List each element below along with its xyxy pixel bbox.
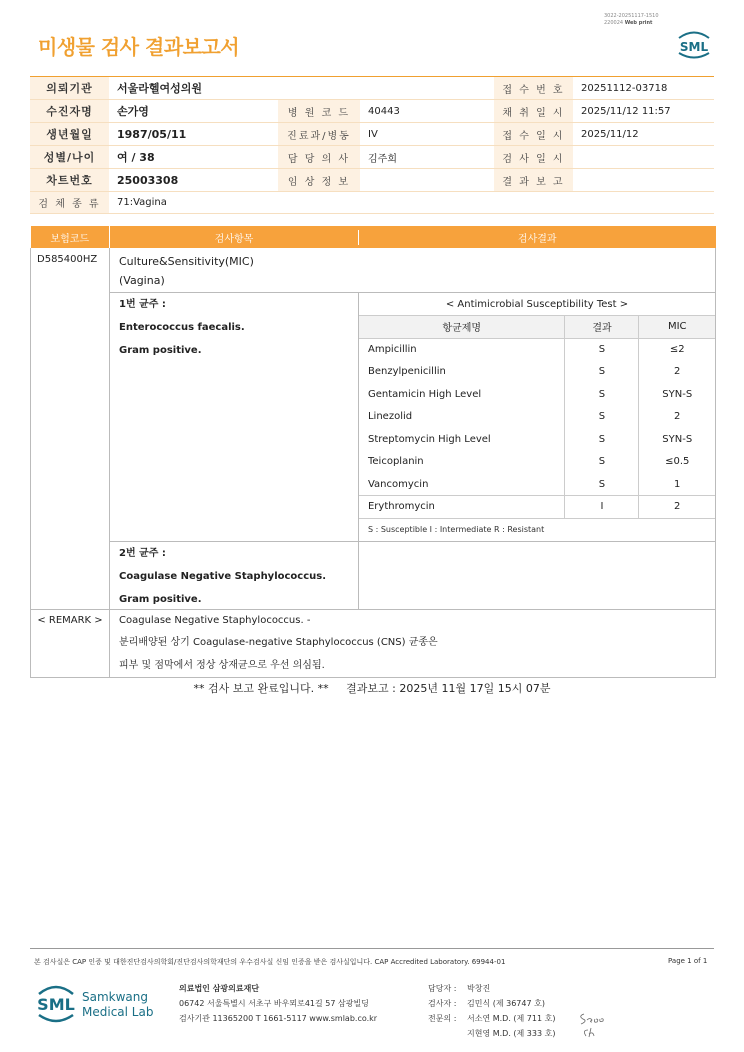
ast-result: S bbox=[565, 361, 639, 384]
info-value: 서울라헬여성의원 bbox=[109, 77, 278, 100]
footer-accreditation-note: 본 검사실은 CAP 인증 및 대한진단검사의학회/진단검사의학재단의 우수검사실 신임 인증을 받은 검사실입니다. CAP Accredited Laboratory. 69944-01 bbox=[34, 958, 506, 966]
ast-mic: ≤2 bbox=[669, 344, 685, 355]
specimen-row bbox=[30, 192, 714, 214]
ast-drug: Ampicillin bbox=[359, 338, 565, 361]
ast-mic: 2 bbox=[674, 366, 681, 378]
info-row bbox=[30, 146, 714, 169]
info-value: 2025/11/12 bbox=[573, 123, 714, 146]
ast-row bbox=[359, 496, 715, 519]
ast-row bbox=[359, 338, 715, 361]
specimen-label: 검 체 종 류 bbox=[30, 192, 109, 214]
print-code-2: 220024 bbox=[604, 20, 624, 26]
insurance-code: D585400HZ bbox=[31, 248, 110, 609]
info-label: 병 원 코 드 bbox=[278, 100, 360, 123]
info-row bbox=[30, 169, 714, 192]
ast-drug: Benzylpenicillin bbox=[359, 361, 565, 384]
completion-notice: ** 검사 보고 완료입니다. ** 결과보고 : 2025년 11월 17일 15시 07분 bbox=[193, 682, 551, 695]
ast-result: S bbox=[565, 406, 639, 429]
info-label: 차트번호 bbox=[30, 169, 109, 192]
info-row bbox=[30, 77, 714, 100]
info-value: 김주희 bbox=[360, 146, 494, 169]
samkwang-logo bbox=[36, 980, 154, 1026]
organism-1-label: 1번 균주 : bbox=[119, 299, 166, 310]
organism-1-info bbox=[110, 293, 359, 541]
info-row bbox=[30, 100, 714, 123]
print-meta bbox=[604, 13, 659, 27]
ast-head-drug: 항균제명 bbox=[359, 316, 565, 339]
info-label: 수진자명 bbox=[30, 100, 109, 123]
ast-row bbox=[359, 361, 715, 384]
organism-1-name: Enterococcus faecalis. bbox=[119, 322, 245, 333]
organism-2-name: Coagulase Negative Staphylococcus. bbox=[119, 570, 327, 582]
ast-mic: ≤0.5 bbox=[665, 456, 690, 468]
ast-drug: Streptomycin High Level bbox=[359, 428, 565, 451]
organism-1-gram: Gram positive. bbox=[119, 345, 202, 356]
test-name bbox=[110, 248, 715, 293]
remark-line-1: Coagulase Negative Staphylococcus. - bbox=[119, 614, 311, 626]
remark-line-2: 분리배양된 상기 Coagulase-negative Staphylococcus (CNS) 균종은 bbox=[119, 637, 438, 648]
staff-name: 김민식 (제 36747 호) bbox=[467, 999, 545, 1008]
ast-result: S bbox=[565, 338, 639, 361]
ast-mic: 2 bbox=[674, 411, 681, 423]
footer-staff bbox=[428, 981, 555, 1041]
result-body bbox=[110, 248, 716, 609]
ast-mic: SYN-S bbox=[662, 433, 693, 445]
info-value: 여 / 38 bbox=[109, 146, 278, 169]
ast-mic: SYN-S bbox=[662, 388, 693, 400]
info-label: 검 사 일 시 bbox=[494, 146, 573, 169]
org-contact: 검사기관 11365200 T 1661-5117 www.smlab.co.kr bbox=[179, 1014, 378, 1023]
ast-result: I bbox=[565, 496, 639, 519]
staff-name: 박창진 bbox=[467, 984, 491, 993]
samkwang-logo-mark: SML bbox=[37, 995, 75, 1014]
info-label bbox=[278, 77, 360, 100]
footer-divider bbox=[30, 948, 714, 949]
ast-row bbox=[359, 451, 715, 474]
organism-2-label: 2번 균주 : bbox=[119, 547, 166, 559]
test-specimen: (Vagina) bbox=[119, 274, 165, 287]
info-label: 의뢰기관 bbox=[30, 77, 109, 100]
info-label: 성별/나이 bbox=[30, 146, 109, 169]
print-code: 3022-20251117-1510 bbox=[604, 13, 659, 19]
samkwang-logo-line2: Medical Lab bbox=[82, 1005, 154, 1019]
footer-organization bbox=[179, 981, 377, 1026]
info-value: 1987/05/11 bbox=[109, 123, 278, 146]
ast-drug: Erythromycin bbox=[359, 496, 565, 519]
ast-row bbox=[359, 428, 715, 451]
ast-mic: 2 bbox=[639, 496, 715, 519]
page-number: Page 1 of 1 bbox=[668, 957, 708, 965]
info-value: IV bbox=[360, 123, 494, 146]
info-value bbox=[360, 169, 494, 192]
info-value: 25003308 bbox=[109, 169, 278, 192]
col-test-result: 검사결과 bbox=[517, 233, 557, 245]
ast-title: < Antimicrobial Susceptibility Test > bbox=[359, 293, 715, 316]
ast-head-mic: MIC bbox=[639, 316, 715, 339]
staff-role bbox=[428, 1026, 467, 1041]
remark-body bbox=[110, 609, 716, 678]
info-label: 생년월일 bbox=[30, 123, 109, 146]
samkwang-logo-line1: Samkwang bbox=[82, 990, 148, 1004]
test-name-text: Culture&Sensitivity(MIC) bbox=[119, 255, 254, 268]
sml-logo-text: SML bbox=[679, 40, 709, 54]
info-label: 채 취 일 시 bbox=[494, 100, 573, 123]
ast-result: S bbox=[565, 428, 639, 451]
ast-row bbox=[359, 406, 715, 429]
ast-legend: S : Susceptible I : Intermediate R : Resistant bbox=[359, 518, 715, 541]
ast-row bbox=[359, 383, 715, 406]
info-value bbox=[360, 77, 494, 100]
ast-head-result: 결과 bbox=[565, 316, 639, 339]
sml-logo bbox=[675, 29, 713, 59]
ast-panel bbox=[359, 293, 715, 541]
specimen-value: 71:Vagina bbox=[109, 192, 714, 214]
org-name: 의료법인 삼광의료재단 bbox=[179, 984, 260, 993]
col-insurance-code: 보험코드 bbox=[31, 226, 110, 248]
info-label: 접 수 일 시 bbox=[494, 123, 573, 146]
info-label: 담 당 의 사 bbox=[278, 146, 360, 169]
patient-info-table bbox=[30, 76, 714, 214]
info-value: 2025/11/12 11:57 bbox=[573, 100, 714, 123]
org-address: 06742 서울특별시 서초구 바우뫼로41길 57 삼광빌딩 bbox=[179, 999, 369, 1008]
staff-name: 지현영 M.D. (제 333 호) bbox=[467, 1029, 556, 1038]
page-title: 미생물 검사 결과보고서 bbox=[38, 35, 240, 59]
ast-drug: Teicoplanin bbox=[359, 451, 565, 474]
organism-1-block bbox=[110, 293, 715, 541]
info-label: 접 수 번 호 bbox=[494, 77, 573, 100]
info-label: 결 과 보 고 bbox=[494, 169, 573, 192]
ast-row bbox=[359, 473, 715, 496]
organism-2-info bbox=[110, 542, 359, 609]
handwritten-signature bbox=[576, 1008, 608, 1040]
remark-line-3: 피부 및 점막에서 정상 상재균으로 우선 의심됨. bbox=[119, 659, 325, 671]
info-row bbox=[30, 123, 714, 146]
ast-result: S bbox=[565, 383, 639, 406]
info-value bbox=[573, 169, 714, 192]
info-value: 40443 bbox=[360, 100, 494, 123]
ast-table bbox=[359, 293, 715, 541]
ast-drug: Linezolid bbox=[359, 406, 565, 429]
staff-name: 서소연 M.D. (제 711 호) bbox=[467, 1014, 556, 1023]
print-label: Web print bbox=[624, 20, 653, 26]
remark-label: < REMARK > bbox=[31, 609, 110, 678]
staff-role: 검사자 : bbox=[428, 999, 457, 1008]
organism-2-block bbox=[110, 541, 715, 609]
results-table bbox=[30, 226, 716, 678]
col-test-item: 검사항목 bbox=[110, 230, 359, 245]
info-value: 손가영 bbox=[109, 100, 278, 123]
ast-result: S bbox=[565, 451, 639, 474]
info-value: 20251112-03718 bbox=[573, 77, 714, 100]
info-label: 진료과/병동 bbox=[278, 123, 360, 146]
ast-mic: 1 bbox=[674, 478, 681, 490]
ast-result: S bbox=[565, 473, 639, 496]
staff-role: 전문의 : bbox=[428, 1014, 457, 1023]
staff-role: 담당자 : bbox=[428, 984, 457, 993]
ast-drug: Vancomycin bbox=[359, 473, 565, 496]
info-label: 임 상 정 보 bbox=[278, 169, 360, 192]
organism-2-gram: Gram positive. bbox=[119, 593, 202, 605]
info-value bbox=[573, 146, 714, 169]
ast-drug: Gentamicin High Level bbox=[359, 383, 565, 406]
